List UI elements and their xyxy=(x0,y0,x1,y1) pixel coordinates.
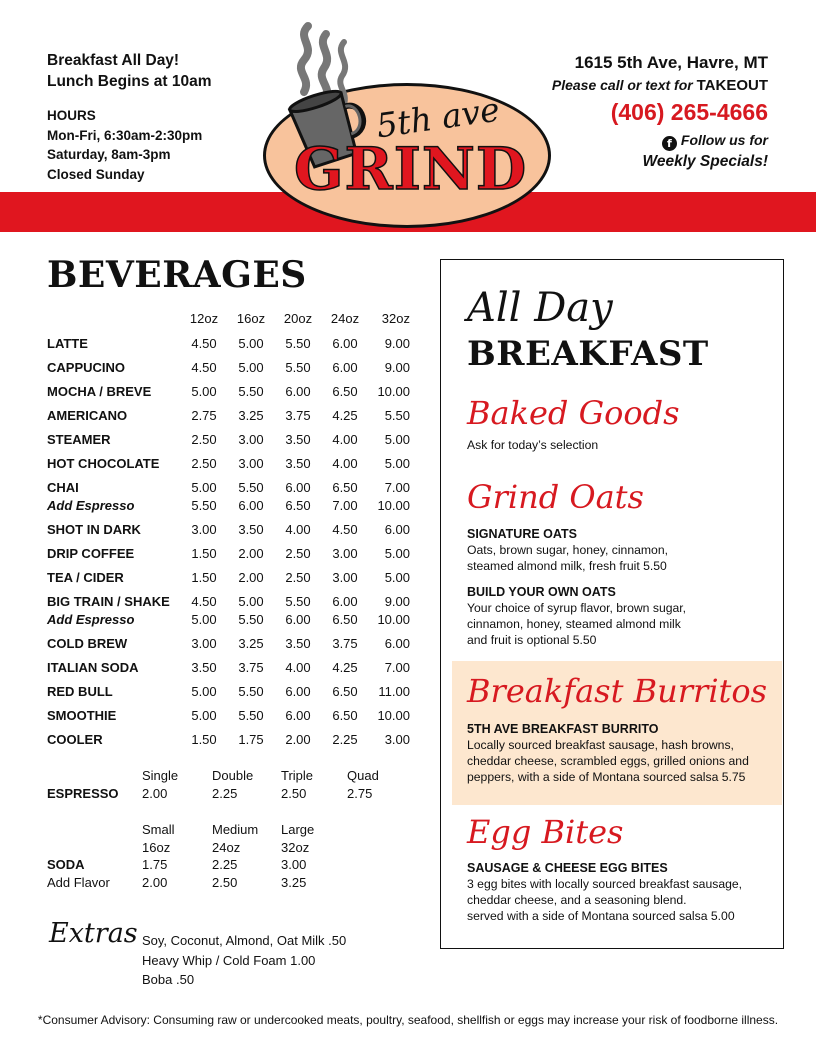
hours-block xyxy=(47,106,212,184)
beverage-price: 3.25 xyxy=(238,408,264,423)
beverage-row xyxy=(47,357,412,381)
follow-line xyxy=(552,130,768,151)
beverage-price: 3.00 xyxy=(238,432,264,447)
beverage-name: TEA / CIDER xyxy=(47,570,124,585)
espresso-price: 2.00 xyxy=(142,786,168,801)
soda-price-row xyxy=(47,857,367,875)
item-desc: served with a side of Montana sourced salsa 5.00 xyxy=(467,909,735,923)
add-espresso-price: 10.00 xyxy=(377,498,410,513)
tagline-breakfast: Breakfast All Day! xyxy=(47,52,180,69)
soda-size: Large xyxy=(281,822,315,837)
soda-price: 3.00 xyxy=(281,857,307,872)
item-desc: 3 egg bites with locally sourced breakfast sausage, xyxy=(467,877,743,891)
item-name: SIGNATURE OATS xyxy=(467,527,577,541)
beverage-price: 5.00 xyxy=(384,546,410,561)
beverage-price: 3.00 xyxy=(332,546,358,561)
espresso-block xyxy=(47,768,427,804)
beverage-name: SMOOTHIE xyxy=(47,708,117,723)
header-left xyxy=(47,50,212,184)
beverage-row xyxy=(47,477,412,519)
espresso-price-row xyxy=(47,786,427,804)
beverage-price: 4.00 xyxy=(332,456,358,471)
beverage-price: 4.50 xyxy=(191,336,217,351)
beverage-row xyxy=(47,405,412,429)
size-header: 24oz xyxy=(330,311,360,326)
beverage-price: 2.25 xyxy=(332,732,358,747)
espresso-size: Triple xyxy=(281,768,314,783)
beverage-row xyxy=(47,681,412,705)
call-prefix: Please call or text for xyxy=(551,77,693,93)
burritos-title: Breakfast Burritos xyxy=(467,672,768,710)
egg-bites-item xyxy=(467,860,767,924)
beverage-price: 3.50 xyxy=(191,660,217,675)
beverage-row xyxy=(47,729,412,753)
beverage-price: 4.00 xyxy=(285,660,311,675)
beverage-price: 5.50 xyxy=(285,594,311,609)
extras-item: Heavy Whip / Cold Foam 1.00 xyxy=(142,952,316,968)
item-name: BUILD YOUR OWN OATS xyxy=(467,585,616,599)
beverage-row xyxy=(47,333,412,357)
beverage-name: SHOT IN DARK xyxy=(47,522,141,537)
beverage-price: 5.50 xyxy=(285,336,311,351)
takeout-label: TAKEOUT xyxy=(696,77,768,94)
add-espresso-price: 5.50 xyxy=(191,498,217,513)
beverage-price: 4.50 xyxy=(191,360,217,375)
beverage-price: 9.00 xyxy=(384,360,410,375)
espresso-size: Quad xyxy=(347,768,379,783)
beverage-price: 3.00 xyxy=(384,732,410,747)
espresso-price: 2.25 xyxy=(212,786,238,801)
oats-item-build xyxy=(467,584,767,648)
beverage-price: 4.25 xyxy=(332,408,358,423)
espresso-price: 2.50 xyxy=(281,786,307,801)
all-day-title: All Day xyxy=(467,285,613,331)
add-espresso-price: 7.00 xyxy=(332,498,358,513)
oats-item-signature xyxy=(467,526,767,574)
add-espresso-price: 5.00 xyxy=(191,612,217,627)
beverage-price: 4.50 xyxy=(191,594,217,609)
item-name: 5TH AVE BREAKFAST BURRITO xyxy=(467,722,659,736)
item-desc: Locally sourced breakfast sausage, hash browns, xyxy=(467,738,734,752)
soda-size: Medium xyxy=(212,822,259,837)
beverage-price: 2.00 xyxy=(238,546,264,561)
phone-number[interactable]: (406) 265-4666 xyxy=(610,99,768,125)
beverage-price: 6.00 xyxy=(384,522,410,537)
beverage-row xyxy=(47,657,412,681)
item-desc: steamed almond milk, fresh fruit 5.50 xyxy=(467,559,667,573)
beverage-name: ITALIAN SODA xyxy=(47,660,139,675)
beverage-name: MOCHA / BREVE xyxy=(47,384,152,399)
beverage-price: 2.75 xyxy=(191,408,217,423)
beverage-price: 6.50 xyxy=(332,384,358,399)
beverage-price: 6.50 xyxy=(332,684,358,699)
beverage-price: 4.50 xyxy=(332,522,358,537)
add-espresso-price: 10.00 xyxy=(377,612,410,627)
egg-bites-title: Egg Bites xyxy=(467,813,624,851)
beverage-price: 3.75 xyxy=(285,408,311,423)
beverage-price: 7.00 xyxy=(384,660,410,675)
beverage-price: 5.00 xyxy=(191,684,217,699)
beverage-price: 6.00 xyxy=(285,708,311,723)
beverage-name: CHAI xyxy=(47,480,79,495)
soda-oz: 16oz xyxy=(142,839,171,855)
beverage-price: 3.00 xyxy=(191,522,217,537)
logo xyxy=(258,20,556,230)
beverage-price: 3.50 xyxy=(285,636,311,651)
beverage-row xyxy=(47,591,412,633)
soda-oz: 24oz xyxy=(212,839,241,855)
soda-oz-row xyxy=(47,840,367,858)
beverage-price: 3.25 xyxy=(238,636,264,651)
size-header: 20oz xyxy=(283,311,313,326)
hours-saturday: Saturday, 8am-3pm xyxy=(47,147,171,162)
hours-title: HOURS xyxy=(47,108,96,123)
add-espresso-label: Add Espresso xyxy=(47,612,135,627)
beverage-row xyxy=(47,633,412,657)
beverage-price: 5.50 xyxy=(238,480,264,495)
flavor-price: 3.25 xyxy=(281,874,307,890)
size-header-row xyxy=(47,311,412,331)
beverage-price: 4.00 xyxy=(285,522,311,537)
soda-size: Small xyxy=(142,822,175,837)
beverage-name: DRIP COFFEE xyxy=(47,546,135,561)
header-right xyxy=(552,52,768,172)
beverage-price: 1.50 xyxy=(191,732,217,747)
espresso-price: 2.75 xyxy=(347,786,373,801)
grind-oats-title: Grind Oats xyxy=(467,478,644,516)
beverage-row xyxy=(47,543,412,567)
flavor-price: 2.00 xyxy=(142,874,168,890)
beverage-name: BIG TRAIN / SHAKE xyxy=(47,594,170,609)
extras-list xyxy=(142,931,346,990)
extras-item: Boba .50 xyxy=(142,972,195,987)
beverage-price: 3.00 xyxy=(238,456,264,471)
beverage-price: 2.50 xyxy=(285,546,311,561)
beverage-price: 3.50 xyxy=(285,456,311,471)
beverage-price: 5.00 xyxy=(238,360,264,375)
add-espresso-price: 6.50 xyxy=(285,498,311,513)
beverage-price: 3.75 xyxy=(332,636,358,651)
beverage-price: 5.50 xyxy=(285,360,311,375)
item-desc: cinnamon, honey, steamed almond milk xyxy=(467,617,681,631)
beverage-price: 1.50 xyxy=(191,546,217,561)
soda-size-row xyxy=(47,822,367,840)
logo-grind: GRIND xyxy=(294,135,528,203)
weekly-specials: Weekly Specials! xyxy=(642,153,768,170)
breakfast-panel xyxy=(440,259,784,949)
add-espresso-price: 6.50 xyxy=(332,612,358,627)
beverage-price: 5.50 xyxy=(238,684,264,699)
add-espresso-price: 6.00 xyxy=(285,612,311,627)
item-desc: Oats, brown sugar, honey, cinnamon, xyxy=(467,543,668,557)
espresso-size: Single xyxy=(142,768,179,783)
beverage-price: 9.00 xyxy=(384,336,410,351)
beverage-price: 10.00 xyxy=(377,708,410,723)
beverage-price: 4.25 xyxy=(332,660,358,675)
size-header: 32oz xyxy=(381,311,410,326)
soda-price: 2.25 xyxy=(212,857,238,872)
beverage-price: 2.50 xyxy=(285,570,311,585)
size-header: 12oz xyxy=(189,311,219,326)
espresso-size: Double xyxy=(212,768,254,783)
hours-weekday: Mon-Fri, 6:30am-2:30pm xyxy=(47,127,203,143)
item-desc: and fruit is optional 5.50 xyxy=(467,633,597,647)
beverage-price: 2.50 xyxy=(191,432,217,447)
beverage-price: 5.00 xyxy=(384,570,410,585)
beverage-price: 2.00 xyxy=(285,732,311,747)
follow-text: Follow us for xyxy=(680,132,768,148)
beverage-price: 5.00 xyxy=(238,336,264,351)
logo-5th-ave: 5th ave xyxy=(373,89,502,146)
beverage-price: 5.00 xyxy=(238,594,264,609)
soda-label: SODA xyxy=(47,857,85,872)
item-desc: Your choice of syrup flavor, brown sugar, xyxy=(467,601,687,615)
beverage-name: LATTE xyxy=(47,336,88,351)
item-desc: peppers, with a side of Montana sourced salsa 5.75 xyxy=(467,770,746,784)
item-desc: cheddar cheese, scrambled eggs, grilled onions and xyxy=(467,754,749,768)
beverage-price: 5.00 xyxy=(191,480,217,495)
call-line xyxy=(552,74,768,97)
beverage-price: 6.00 xyxy=(285,480,311,495)
beverage-price: 4.00 xyxy=(332,432,358,447)
beverage-name: COLD BREW xyxy=(47,636,128,651)
beverage-price: 3.50 xyxy=(238,522,264,537)
hours-sunday: Closed Sunday xyxy=(47,166,145,182)
beverage-name: RED BULL xyxy=(47,684,113,699)
beverage-price: 9.00 xyxy=(384,594,410,609)
beverage-price: 3.00 xyxy=(332,570,358,585)
espresso-size-row xyxy=(47,768,427,786)
beverage-price: 5.00 xyxy=(191,708,217,723)
beverage-price: 6.00 xyxy=(332,594,358,609)
beverage-price: 2.00 xyxy=(238,570,264,585)
add-espresso-price: 6.00 xyxy=(238,498,264,513)
extras-item: Soy, Coconut, Almond, Oat Milk .50 xyxy=(142,933,347,948)
soda-flavor-row xyxy=(47,875,367,893)
beverage-price: 10.00 xyxy=(377,384,410,399)
beverage-price: 5.00 xyxy=(384,456,410,471)
beverage-price: 6.00 xyxy=(384,636,410,651)
baked-goods-desc: Ask for today’s selection xyxy=(467,438,599,452)
beverage-name: STEAMER xyxy=(47,432,111,447)
beverage-price: 3.00 xyxy=(191,636,217,651)
burrito-item xyxy=(467,721,767,785)
breakfast-title: BREAKFAST xyxy=(467,334,709,374)
add-espresso-price: 5.50 xyxy=(238,612,264,627)
beverage-name: AMERICANO xyxy=(47,408,128,423)
soda-block xyxy=(47,822,367,892)
consumer-advisory: *Consumer Advisory: Consuming raw or undercooked meats, poultry, seafood, shellfish or eggs may increase your risk of foodborne illness. xyxy=(37,1013,779,1027)
beverage-price: 5.50 xyxy=(238,708,264,723)
beverage-price: 1.50 xyxy=(191,570,217,585)
beverage-price: 6.50 xyxy=(332,480,358,495)
flavor-label: Add Flavor xyxy=(47,874,110,890)
beverage-price: 5.00 xyxy=(191,384,217,399)
beverage-price: 7.00 xyxy=(384,480,410,495)
beverage-price: 6.00 xyxy=(332,336,358,351)
beverage-price: 11.00 xyxy=(378,684,410,699)
item-name: SAUSAGE & CHEESE EGG BITES xyxy=(467,861,668,875)
beverage-name: COOLER xyxy=(47,732,103,747)
beverage-row xyxy=(47,453,412,477)
beverage-price: 6.00 xyxy=(285,384,311,399)
beverage-price: 5.50 xyxy=(384,408,410,423)
beverage-price: 6.00 xyxy=(332,360,358,375)
beverage-price: 6.00 xyxy=(285,684,311,699)
extras-title: Extras xyxy=(49,918,138,949)
beverage-name: CAPPUCINO xyxy=(47,360,126,375)
beverage-price: 5.00 xyxy=(384,432,410,447)
espresso-label: ESPRESSO xyxy=(47,786,119,801)
beverage-rows xyxy=(47,333,412,753)
add-espresso-label: Add Espresso xyxy=(47,498,135,513)
soda-price: 1.75 xyxy=(142,857,168,872)
beverage-price: 2.50 xyxy=(191,456,217,471)
beverage-price: 6.50 xyxy=(332,708,358,723)
beverage-row xyxy=(47,705,412,729)
flavor-price: 2.50 xyxy=(212,874,238,890)
address: 1615 5th Ave, Havre, MT xyxy=(574,53,768,72)
beverage-price: 3.50 xyxy=(285,432,311,447)
beverage-row xyxy=(47,381,412,405)
beverage-row xyxy=(47,429,412,453)
beverage-row xyxy=(47,567,412,591)
beverage-price: 3.75 xyxy=(238,660,264,675)
facebook-icon[interactable]: f xyxy=(662,136,677,151)
soda-oz: 32oz xyxy=(281,839,310,855)
size-header: 16oz xyxy=(236,311,266,326)
tagline-lunch: Lunch Begins at 10am xyxy=(47,73,212,90)
item-desc: cheddar cheese, and a seasoning blend. xyxy=(467,893,687,907)
beverage-price: 1.75 xyxy=(238,732,264,747)
beverage-price: 5.50 xyxy=(238,384,264,399)
beverage-name: HOT CHOCOLATE xyxy=(47,456,160,471)
beverage-row xyxy=(47,519,412,543)
beverages-title: BEVERAGES xyxy=(47,254,307,296)
baked-goods-title: Baked Goods xyxy=(467,394,680,432)
